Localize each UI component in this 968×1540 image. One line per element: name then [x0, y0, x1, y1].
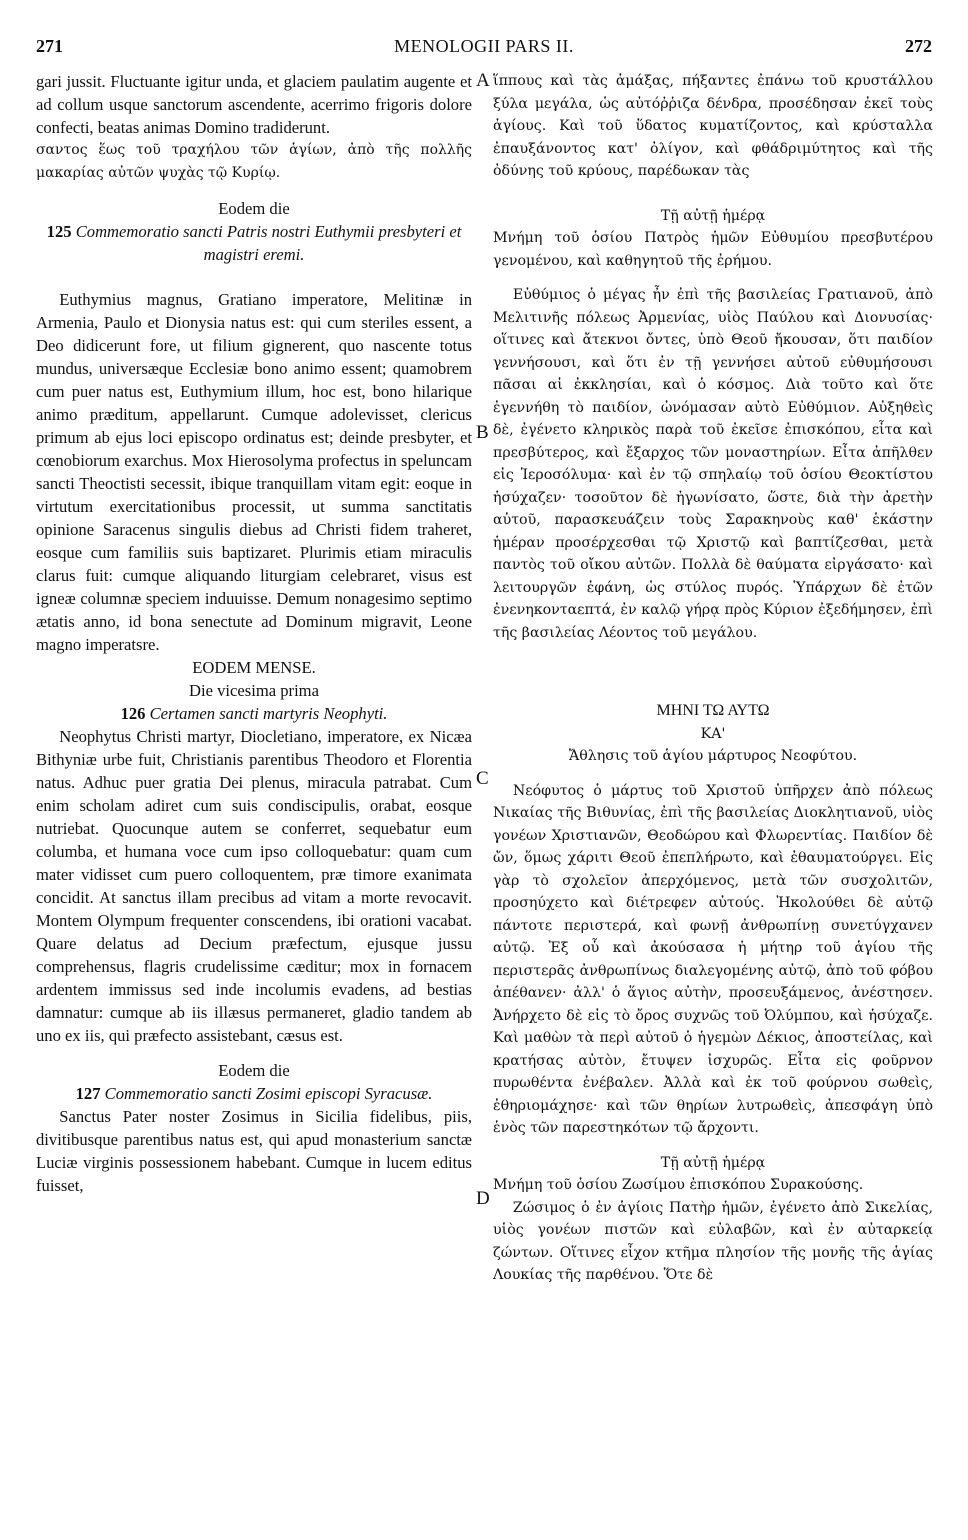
latin-paragraph-continuation: gari jussit. Fluctuante igitur unda, et glaciem paulatim augente et ad collum usque sanctorum ascendente, acerrimo frigoris dolore confecti, beatas animas Domino tradiderunt.: [36, 72, 472, 137]
latin-title-126: Certamen sancti martyris Neophyti.: [149, 704, 388, 723]
greek-eodem-die-2: Τῇ αὐτῇ ἡμέρᾳ: [660, 1154, 766, 1171]
greek-heading-126: Ἄθλησις τοῦ ἁγίου μάρτυρος Νεοφύτου.: [568, 748, 858, 764]
latin-eodem-die-2: Eodem die: [218, 1061, 290, 1080]
latin-heading-127: [36, 1082, 472, 1105]
latin-die-vicesima: Die vicesima prima: [189, 681, 319, 700]
greek-paragraph-125: Εὐθύμιος ὁ μέγας ἦν ἐπὶ τῆς βασιλείας Γρατιανοῦ, ἀπὸ Μελιτινῆς πόλεως Ἀρμενίας, υἱὸς Παύλου καὶ Διονυσίας· οἵτινες καὶ ἄτεκνοι ὄντες, ὑπὸ Θεοῦ ἤκουσαν, ὅτι παιδίον γεννήσουσι, καὶ ὅτι ἐν τῇ γεννήσει αὐτοῦ εὐθυμήσουσι πᾶσαι αἱ ἐκκλησίαι, καὶ ὁ κόσμος. Διὰ τοῦτο καὶ ὅτε ἐγεννήθη τὸ παιδίον, ὠνόμασαν αὐτὸ Εὐθύμιον. Αὐξηθεὶς δὲ, ἐγένετο κληρικὸς παρὰ τοῦ ἐκεῖσε ἐπισκόπου, εἶτα καὶ πρεσβύτερος, καὶ ἔξαρχος τῶν μοναστηρίων. Εἶτα ἀπῆλθεν εἰς Ἱεροσόλυμα· καὶ ἐν τῷ σπηλαίῳ τοῦ ὁσίου Θεοκτίστου ἡσύχαζεν· τοσοῦτον δὲ ἠγωνίσατο, ὥστε, διὰ τὴν ἀρετὴν αὐτοῦ, παρασκευάζειν τοὺς Σαρακηνοὺς καθ' ἑκάστην ἡμέραν προσέρχεσθαι τῷ Χριστῷ καὶ βαπτίζεσθαι, μετὰ παντὸς τοῦ οἴκου αὐτῶν. Πολλὰ δὲ θαύματα εἰργάσατο· καὶ λειτουργῶν ἐφάνη, ὡς στύλος πυρός. Ὑπάρχων δὲ ἐτῶν ἐνενηκονταεπτά, ἐν καλῷ γήρᾳ πρὸς Κύριον ἐξεδήμησεν, ἐπὶ τῆς βασιλείας Λέοντος τοῦ μεγάλου.: [493, 287, 933, 641]
latin-title-127: Commemoratio sancti Zosimi episcopi Syracusæ.: [104, 1084, 433, 1103]
latin-paragraph-126: Neophytus Christi martyr, Diocletiano, imperatore, ex Nicæa Bithyniæ urbe fuit, Christianis parentibus Theodoro et Florentia natus. Adhuc puer gratia Dei plenus, miracula patrabat. Cum enim scholam adiret cum suis condiscipulis, orabat, eosque nutriebat. Quocunque autem se conferret, sequebatur eum columba, et humana voce cum ipso colloquebatur: quam cum mater vidisset cum puero colloquentem, præ timore exanimata concidit. At sanctus illam precibus ad vitam a morte revocavit. Montem Olympum frequenter conscendens, ibi orationi vacabat. Quare delatus ad Decium præfectum, ejusque jussu comprehensus, flagris crudelissime cæditur; mox in fornacem ardentem immissus sed inde incolumis evadens, ad bestias damnatur: cumque ab iis illæsus permaneret, gladio tandem ab uno ex iis, qui præfecto assistebant, cæsus est.: [36, 727, 472, 1045]
running-header: [0, 36, 968, 60]
latin-column: [36, 70, 472, 1530]
entry-number-127: 127: [75, 1084, 101, 1103]
entry-number-126: 126: [120, 704, 146, 723]
right-page-number: 272: [905, 36, 932, 56]
greek-paragraph-continuation: ἵππους καὶ τὰς ἁμάξας, πήξαντες ἐπάνω τοῦ κρυστάλλου ξύλα μεγάλα, ὡς αὐτόῤῥιζα δένδρα, προσέδησαν ἐκεῖ τοὺς ἁγίους. Καὶ τοῦ ὕδατος κυματίζοντος, καὶ κρύσταλλα ἐπαυξάνοντος κατ' ὀλίγον, καὶ φθάδριμύτητος καὶ τῆς ὀδύνης τοῦ κρύους, παρέδωκαν τὰς: [493, 73, 933, 179]
latin-eodem-die-1: Eodem die: [218, 199, 290, 218]
greek-heading-127: Μνήμη τοῦ ὁσίου Ζωσίμου ἐπισκόπου Συρακούσης.: [493, 1177, 864, 1193]
greek-heading-125: Μνήμη τοῦ ὁσίου Πατρὸς ἡμῶν Εὐθυμίου πρεσβυτέρου γενομένου, καὶ καθηγητοῦ τῆς ἐρήμου.: [493, 230, 933, 269]
greek-paragraph-127: Ζώσιμος ὁ ἐν ἁγίοις Πατὴρ ἡμῶν, ἐγένετο ἀπὸ Σικελίας, υἱὸς γονέων πιστῶν καὶ εὐλαβῶν, καὶ ἐν αὐταρκείᾳ ζώντων. Οἵτινες εἶχον κτῆμα πλησίον τῆς μονῆς τῆς ἁγίας Λουκίας τῆς παρθένου. Ὅτε δὲ: [493, 1199, 933, 1283]
latin-heading-126: [36, 702, 472, 725]
latin-greek-overflow: σαντος ἕως τοῦ τραχήλου τῶν ἁγίων, ἀπὸ τῆς πολλῆς μακαρίας αὐτῶν ψυχὰς τῷ Κυρίῳ.: [36, 142, 472, 181]
greek-eodem-die-1: Τῇ αὐτῇ ἡμέρᾳ: [660, 207, 766, 224]
margin-marker-c: C: [476, 768, 489, 789]
latin-paragraph-127: Sanctus Pater noster Zosimus in Sicilia fidelibus, piis, divitibusque parentibus natus est, qui apud monasterium sanctæ Luciæ virginis possessionem habebant. Cumque in lucem editus fuisset,: [36, 1107, 472, 1195]
margin-marker-d: D: [476, 1188, 490, 1209]
entry-number-125: 125: [46, 222, 72, 241]
margin-marker-b: B: [476, 422, 489, 443]
latin-eodem-mense: EODEM MENSE.: [192, 658, 316, 677]
greek-paragraph-126: Νεόφυτος ὁ μάρτυς τοῦ Χριστοῦ ὑπῆρχεν ἀπὸ πόλεως Νικαίας τῆς Βιθυνίας, ἐπὶ τῆς βασιλείας Διοκλητιανοῦ, υἱὸς γονέων Χριστιανῶν, Θεοδώρου καὶ Φλωρεντίας. Παιδίον δὲ ὤν, ὅμως χάριτι Θεοῦ ἐπεπλήρωτο, καὶ ἐθαυματούργει. Εἰς γὰρ τὸ σχολεῖον ἀπερχόμενος, μετὰ τῶν συσχολιτῶν, προσηύχετο καὶ διέτρεφεν αὐτούς. Ἠκολούθει δὲ αὐτῷ πάντοτε περιστερά, καὶ φωνῇ ἀνθρωπίνῃ συνετύγχανεν αὐτῷ. Ἐξ οὗ καὶ ἀκούσασα ἡ μήτηρ τοῦ ἁγίου τῆς περιστερᾶς ἀνθρωπίνως διαλεγομένης αὐτῷ, ἀπὸ τοῦ φόβου ἀπέθανεν· ἀλλ' ὁ ἅγιος αὐτὴν, προσευξάμενος, ἀνέστησεν. Ἀνήρχετο δὲ εἰς τὸ ὄρος συχνῶς τοῦ Ὀλύμπου, καὶ ἡσύχαζε. Καὶ μαθὼν τὰ περὶ αὐτοῦ ὁ ἡγεμὼν Δέκιος, ἀποστείλας, καὶ κρατήσας αὐτὸν, ἔτυψεν ἰσχυρῶς. Εἶτα εἰς φοῦρνον πυρωθέντα ἐνέβαλεν. Ἀλλὰ καὶ ἐκ τοῦ φούρνου σωθεὶς, ἐθηριομάχησε· καὶ τῶν θηρίων λυτρωθεὶς, ἀπεσφάγη ὑπὸ ἑνὸς τῶν παρεστηκότων τῷ ἄρχοντι.: [493, 782, 933, 1136]
left-page-number: 271: [36, 36, 63, 56]
latin-paragraph-125: Euthymius magnus, Gratiano imperatore, Melitinæ in Armenia, Paulo et Dionysia natus est: qui cum steriles essent, a Deo didicerunt fore, ut filium gignerent, quo nascente totus mundus, universæque Ecclesiæ bono animo essent; quamobrem cum puer natus est, Euthymium illum, hoc est, bono hilarique animo præditum, appellarunt. Cumque adolevisset, clericus primum ab ejus loci episcopo ordinatus est; deinde presbyter, et cœnobiorum exarchus. Mox Hierosolyma profectus in speluncam sancti Theoctisti secessit, ibique tranquillam vitam egit: eoque in virtutum exercitationibus processit, ut summa sanctitatis opinione Saracenus singulis diebus ad Christi fidem traheret, eosque cum familiis suis baptizaret. Plurimis etiam miraculis clarus fuit: cumque aliquando liturgiam celebraret, visus est igneæ columnæ speciem induuisse. Demum nonagesimo septimo ætatis anno, id bona senectute ad Dominum migravit, Leone magno imperatsre.: [36, 290, 472, 654]
latin-heading-125: [36, 220, 472, 266]
margin-marker-a: A: [476, 70, 490, 91]
greek-eodem-mense: ΜΗΝΙ ΤΩ ΑΥΤΩ: [656, 702, 770, 719]
greek-column: [493, 70, 933, 1530]
latin-title-125: Commemoratio sancti Patris nostri Euthymii presbyteri et magistri eremi.: [75, 222, 462, 264]
running-title: MENOLOGII PARS II.: [394, 36, 574, 56]
greek-day-ka: ΚΑ': [700, 725, 726, 742]
